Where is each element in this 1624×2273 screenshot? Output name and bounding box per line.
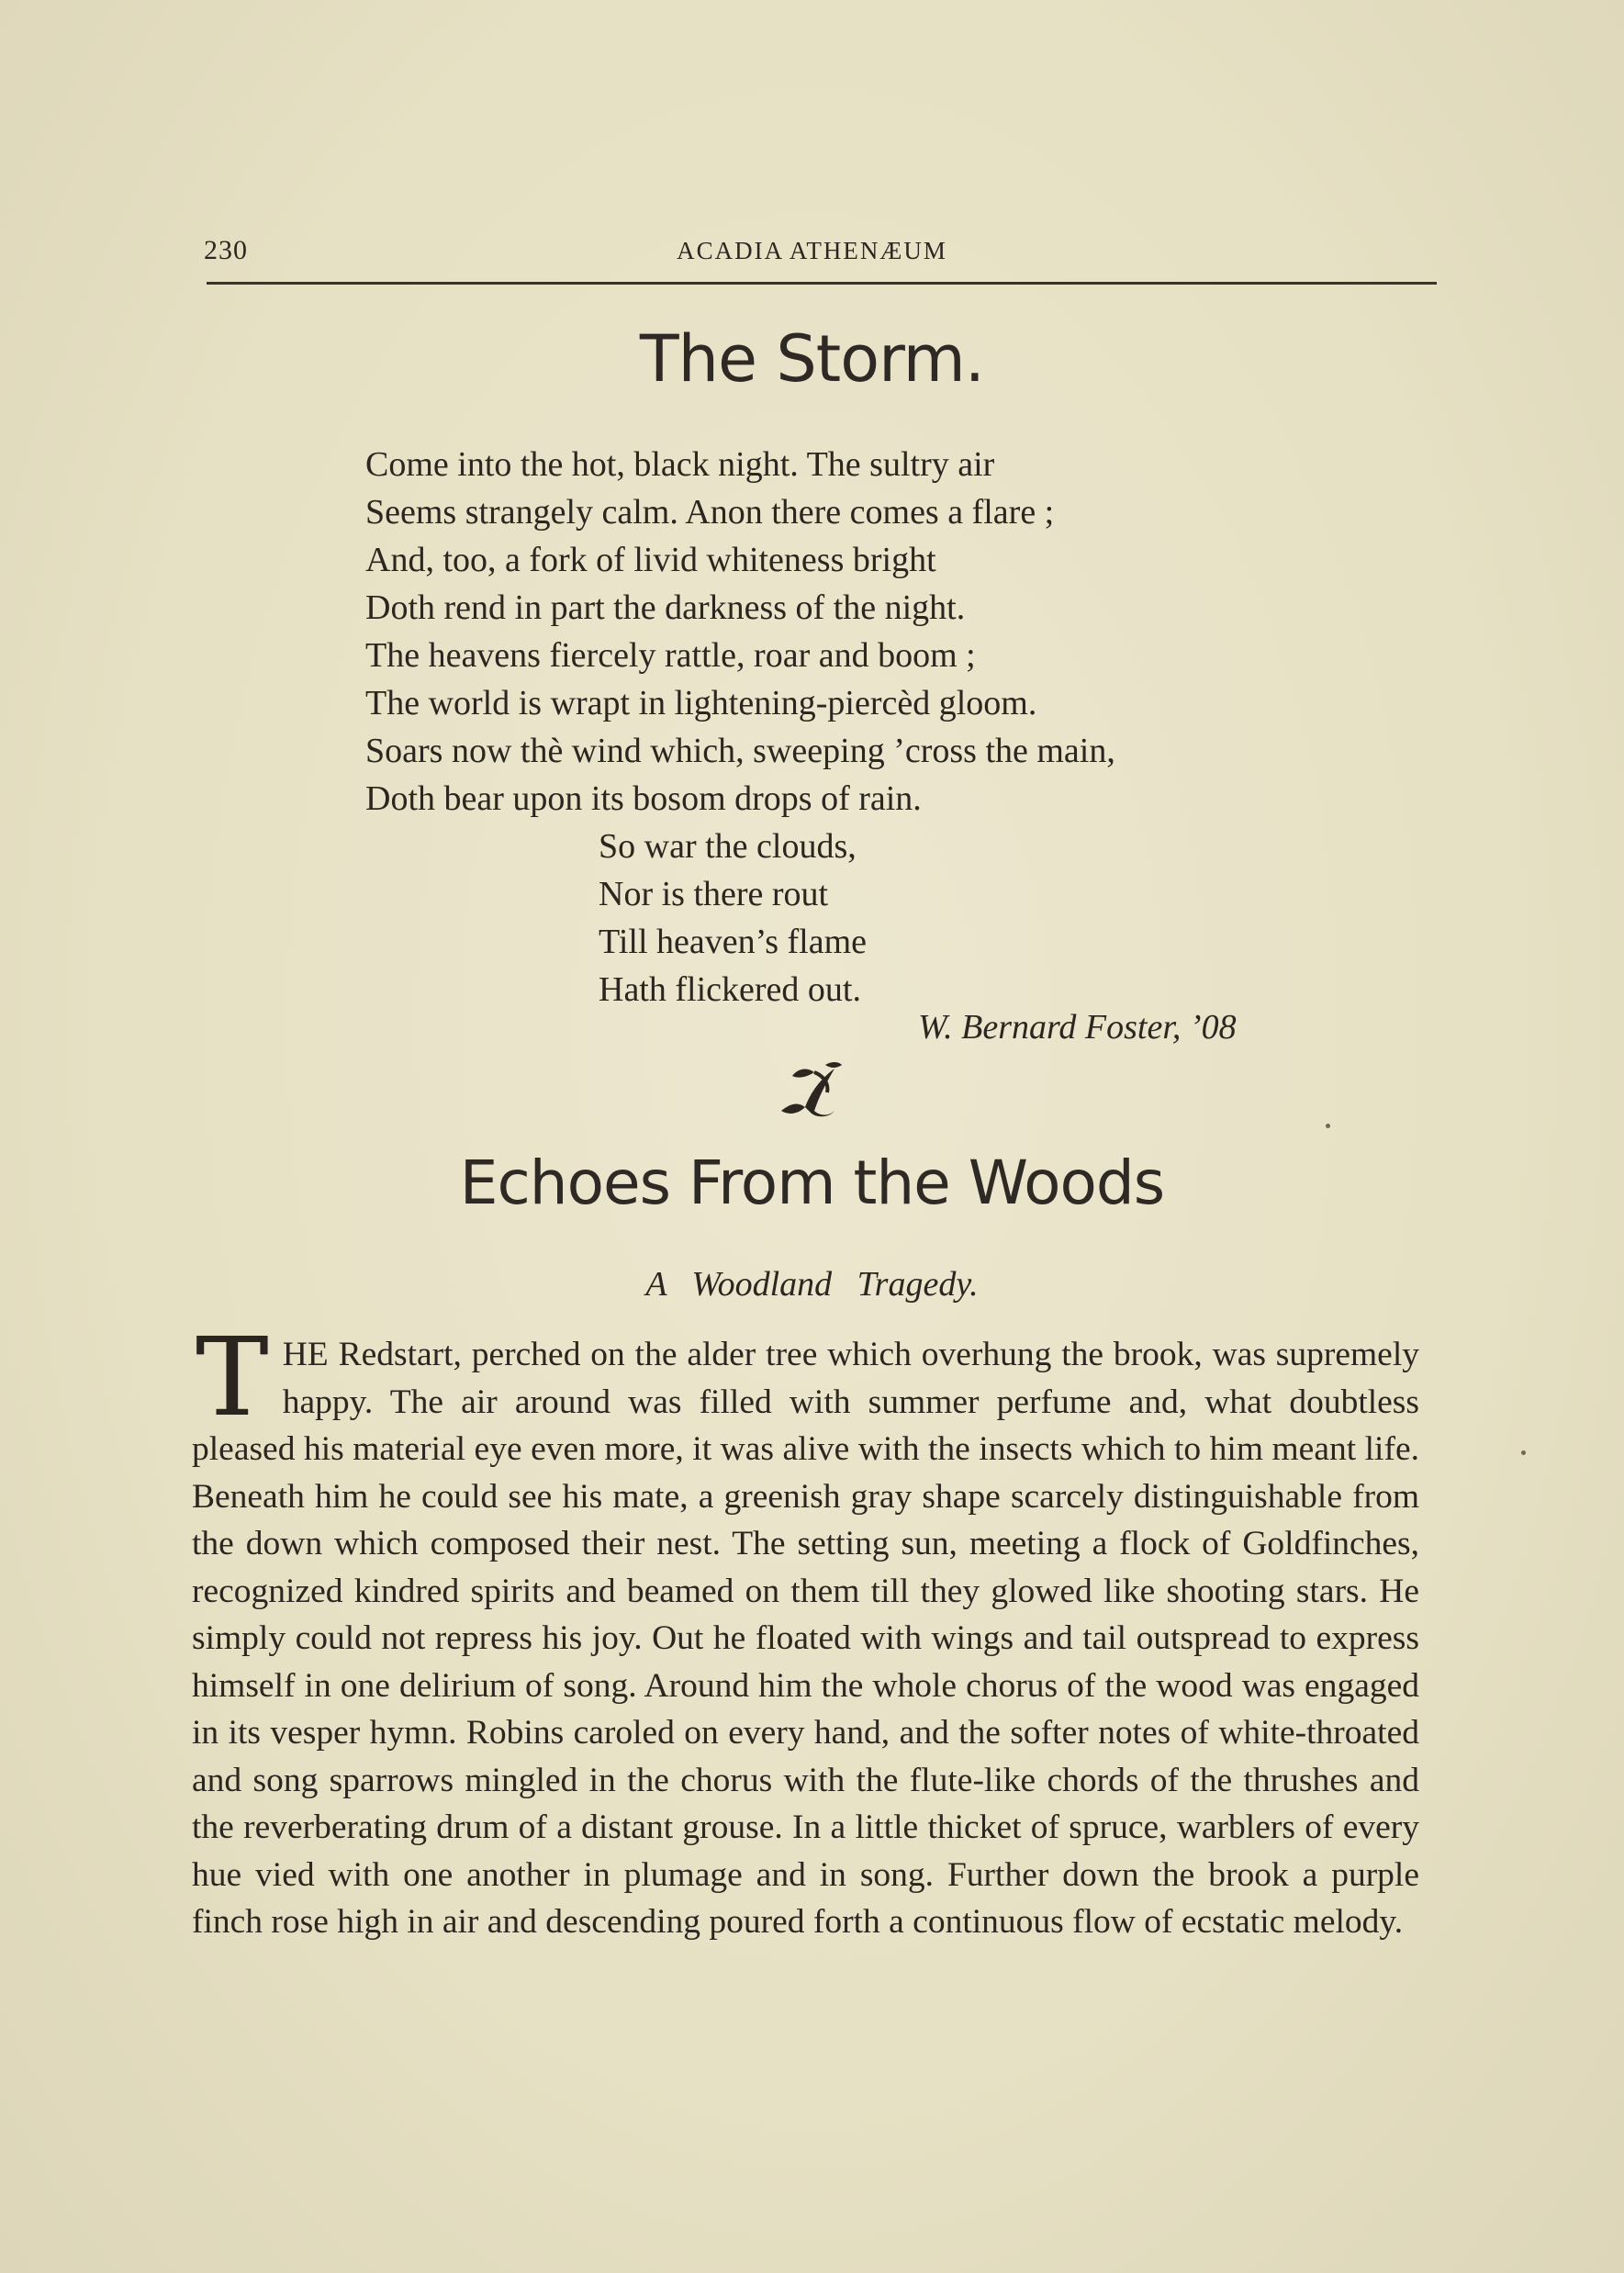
article-text: HE Redstart, perched on the alder tree which overhung the brook, was supremely happy. The air around was filled with summer perfume and, what doubtless pleased his material eye even more, it was alive with the insects which to him meant life. Beneath him he could see his mate, a greenish gray shape scarcely distinguishable from the down which composed their nest. The setting sun, meeting a flock of Goldfinches, recognized kindred spirits and beamed on them till they glowed like shooting stars. He simply could not repress his joy. Out he floated with wings and tail outspread to express himself in one delirium of song. Around him the whole chorus of the wood was engaged in its vesper hymn. Robins caroled on every hand, and the softer notes of white-throated and song sparrows mingled in the chorus with the flute-like chords of the thrushes and the reverberating drum of a distant grouse. In a little thicket of spruce, warblers of every hue vied with one another in plumage and in song. Further down the brook a purple finch rose high in air and descending poured forth a continuous flow of ecstatic melody. [192, 1336, 1419, 1941]
poem-line: Come into the hot, black night. The sultry air [365, 445, 995, 484]
poem-body [365, 441, 1115, 1013]
poem-indented-line: Till heaven’s flame [599, 923, 867, 961]
paper-speck [1326, 1124, 1330, 1128]
drop-cap: T [196, 1314, 268, 1440]
poem-line: And, too, a fork of livid whiteness bright [365, 541, 936, 579]
page-number: 230 [204, 235, 248, 265]
poem-line: Doth rend in part the darkness of the night. [365, 588, 966, 627]
poem-line: The world is wrapt in lightening-piercèd gloom. [365, 684, 1037, 722]
poem-line: Doth bear upon its bosom drops of rain. [365, 779, 922, 818]
poem-indented-line: Hath flickered out. [599, 970, 861, 1009]
poem-line: The heavens fiercely rattle, roar and boom ; [365, 636, 976, 675]
article-body [192, 1314, 1419, 1946]
poem-title: The Storm. [639, 321, 985, 397]
poem-author: W. Bernard Foster, ’08 [918, 1008, 1237, 1047]
article-title: Echoes From the Woods [459, 1148, 1165, 1218]
running-head: ACADIA ATHENÆUM [677, 237, 947, 264]
paper-speck [1521, 1450, 1526, 1455]
poem-indented-line: Nor is there rout [599, 875, 829, 913]
header-rule [207, 282, 1437, 285]
article-subtitle: A Woodland Tragedy. [645, 1265, 979, 1304]
fleuron-icon [774, 1056, 847, 1120]
poem-line: Seems strangely calm. Anon there comes a flare ; [365, 493, 1055, 532]
poem-indented-line: So war the clouds, [599, 827, 857, 866]
poem-line: Soars now thè wind which, sweeping ’cross the main, [365, 732, 1115, 770]
